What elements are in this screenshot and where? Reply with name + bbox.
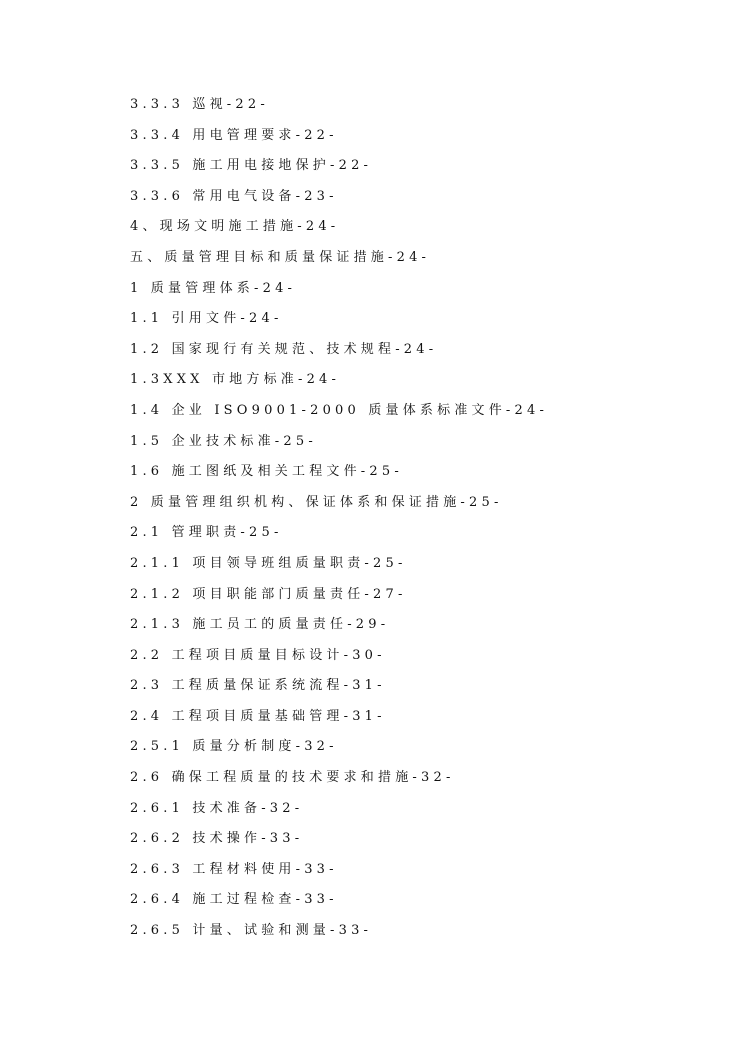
toc-entry: 3.3.4 用电管理要求-22- (130, 127, 338, 143)
toc-entry: 2.6.5 计量、试验和测量-33- (130, 923, 373, 939)
toc-entry: 2 质量管理组织机构、保证体系和保证措施-25- (130, 494, 503, 510)
toc-entry: 1 质量管理体系-24- (130, 280, 297, 296)
toc-entry: 2.6.4 施工过程检查-33- (130, 892, 338, 908)
toc-entry: 2.5.1 质量分析制度-32- (130, 739, 338, 755)
toc-entry: 4、现场文明施工措施-24- (130, 219, 340, 235)
toc-entry: 1.6 施工图纸及相关工程文件-25- (130, 464, 403, 480)
toc-entry: 2.6.1 技术准备-32- (130, 800, 304, 816)
toc-entry: 1.4 企业 ISO9001-2000 质量体系标准文件-24- (130, 402, 549, 418)
toc-entry: 五、质量管理目标和质量保证措施-24- (130, 249, 431, 265)
toc-entry: 1.2 国家现行有关规范、技术规程-24- (130, 341, 438, 357)
toc-entry: 2.4 工程项目质量基础管理-31- (130, 708, 386, 724)
toc-entry: 2.6 确保工程质量的技术要求和措施-32- (130, 770, 455, 786)
table-of-contents (130, 94, 548, 951)
toc-entry: 2.1.3 施工员工的质量责任-29- (130, 617, 390, 633)
toc-entry: 1.5 企业技术标准-25- (130, 433, 317, 449)
toc-entry: 1.3XXX 市地方标准-24- (130, 372, 341, 388)
toc-entry: 2.1.2 项目职能部门质量责任-27- (130, 586, 407, 602)
toc-entry: 3.3.6 常用电气设备-23- (130, 188, 338, 204)
toc-entry: 2.6.2 技术操作-33- (130, 831, 304, 847)
toc-entry: 1.1 引用文件-24- (130, 311, 283, 327)
toc-entry: 2.1 管理职责-25- (130, 525, 283, 541)
toc-entry: 2.2 工程项目质量目标设计-30- (130, 647, 386, 663)
toc-entry: 2.6.3 工程材料使用-33- (130, 861, 338, 877)
toc-entry: 3.3.5 施工用电接地保护-22- (130, 158, 373, 174)
toc-entry: 2.1.1 项目领导班组质量职责-25- (130, 555, 407, 571)
toc-entry: 3.3.3 巡视-22- (130, 97, 269, 112)
toc-entry: 2.3 工程质量保证系统流程-31- (130, 678, 386, 694)
